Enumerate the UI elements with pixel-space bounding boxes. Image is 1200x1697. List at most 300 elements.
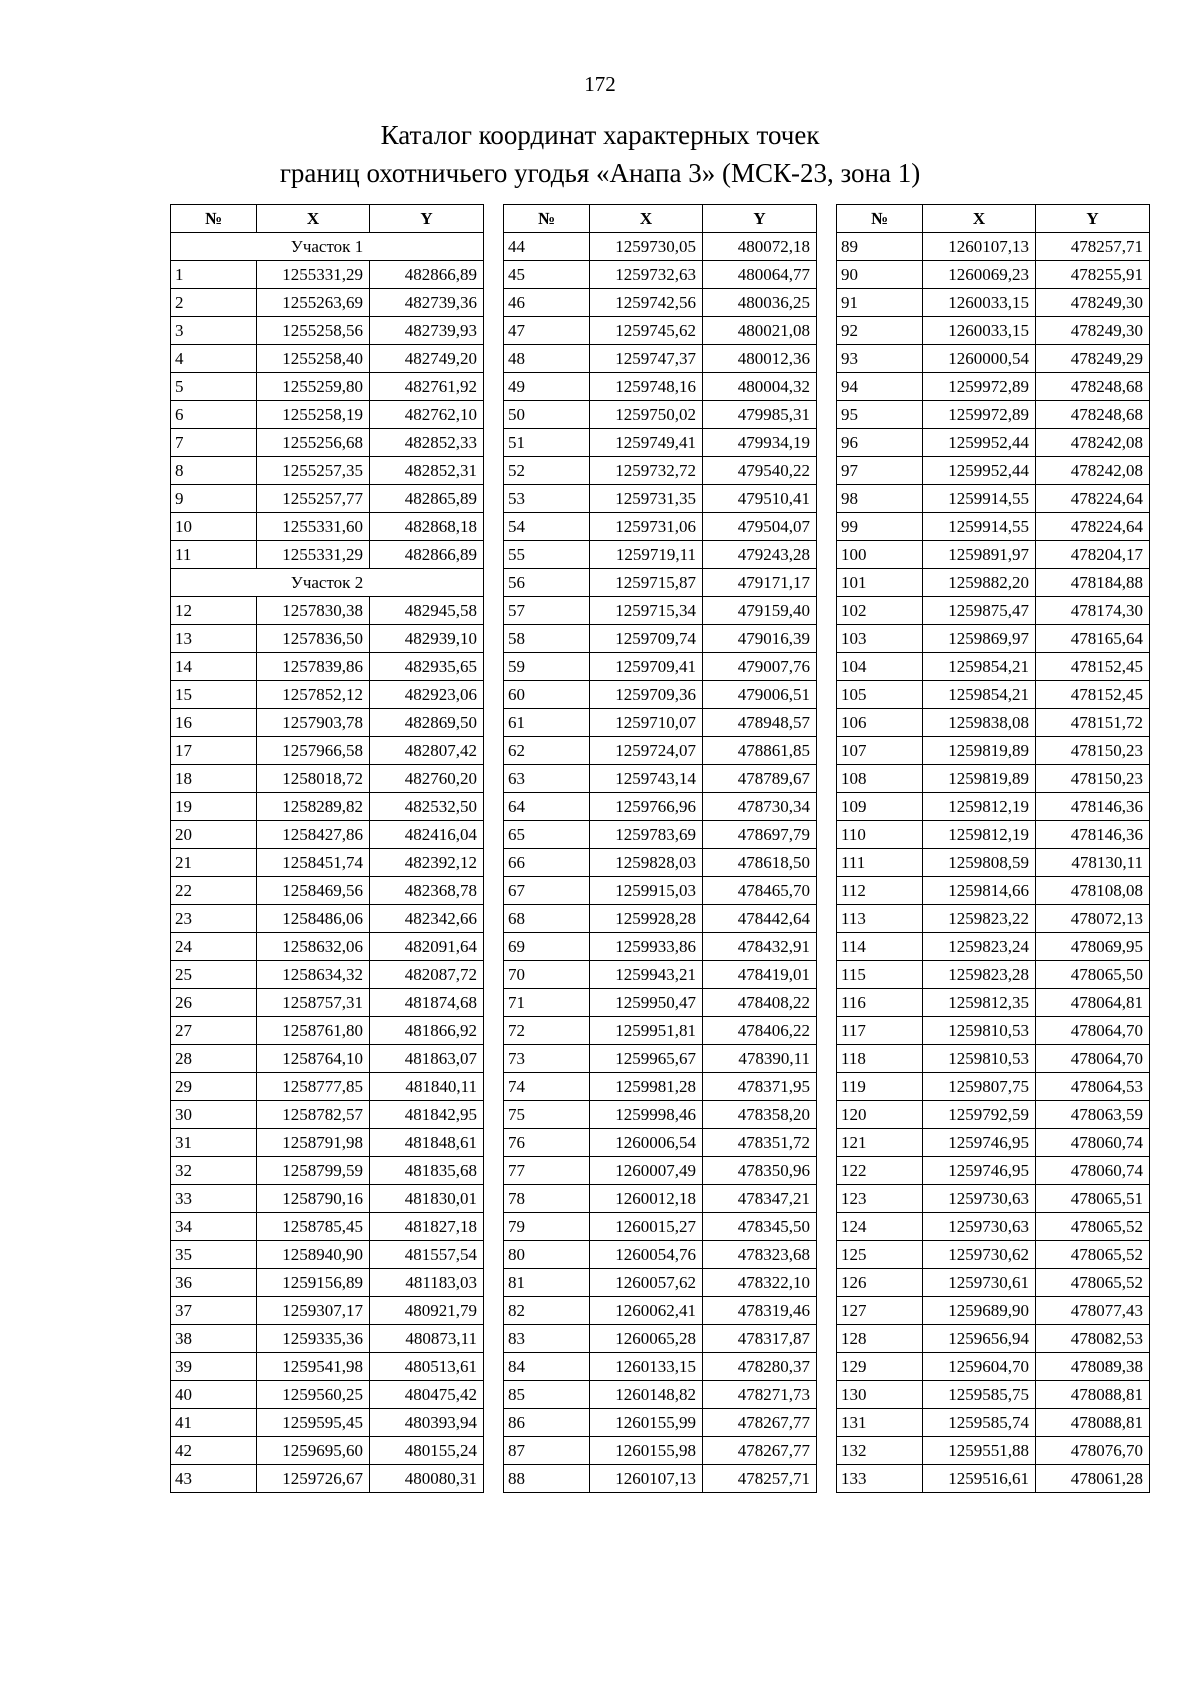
y-coordinate: 478358,20 — [703, 1101, 817, 1129]
y-coordinate: 478108,08 — [1036, 877, 1150, 905]
table-row — [837, 793, 1150, 821]
table-row — [171, 737, 484, 765]
table-row — [504, 1437, 817, 1465]
point-number: 71 — [504, 989, 590, 1017]
x-coordinate: 1258634,32 — [257, 961, 370, 989]
table-row — [504, 1409, 817, 1437]
table-row — [837, 1185, 1150, 1213]
point-number: 33 — [171, 1185, 257, 1213]
point-number: 129 — [837, 1353, 923, 1381]
y-coordinate: 480475,42 — [370, 1381, 484, 1409]
point-number: 87 — [504, 1437, 590, 1465]
x-coordinate: 1259854,21 — [923, 681, 1036, 709]
table-row — [504, 821, 817, 849]
y-coordinate: 482416,04 — [370, 821, 484, 849]
point-number: 80 — [504, 1241, 590, 1269]
point-number: 111 — [837, 849, 923, 877]
y-coordinate: 478146,36 — [1036, 821, 1150, 849]
table-row — [171, 849, 484, 877]
x-coordinate: 1259823,22 — [923, 905, 1036, 933]
point-number: 42 — [171, 1437, 257, 1465]
point-number: 113 — [837, 905, 923, 933]
point-number: 104 — [837, 653, 923, 681]
x-coordinate: 1255257,77 — [257, 485, 370, 513]
point-number: 84 — [504, 1353, 590, 1381]
table-row — [504, 1381, 817, 1409]
table-row — [504, 1129, 817, 1157]
table-row — [837, 1269, 1150, 1297]
x-coordinate: 1259914,55 — [923, 485, 1036, 513]
point-number: 15 — [171, 681, 257, 709]
x-coordinate: 1255258,40 — [257, 345, 370, 373]
point-number: 82 — [504, 1297, 590, 1325]
x-coordinate: 1259828,03 — [590, 849, 703, 877]
point-number: 91 — [837, 289, 923, 317]
table-row — [504, 1185, 817, 1213]
point-number: 66 — [504, 849, 590, 877]
point-number: 112 — [837, 877, 923, 905]
y-coordinate: 482945,58 — [370, 597, 484, 625]
x-coordinate: 1259823,24 — [923, 933, 1036, 961]
table-row — [837, 1465, 1150, 1493]
y-coordinate: 481830,01 — [370, 1185, 484, 1213]
x-coordinate: 1259730,62 — [923, 1241, 1036, 1269]
title-line-2: границ охотничьего угодья «Анапа 3» (МСК-23, зона 1) — [279, 158, 921, 188]
x-coordinate: 1259335,36 — [257, 1325, 370, 1353]
point-number: 60 — [504, 681, 590, 709]
table-row — [171, 625, 484, 653]
point-number: 94 — [837, 373, 923, 401]
x-coordinate: 1259812,19 — [923, 821, 1036, 849]
table-row — [171, 1101, 484, 1129]
table-row — [837, 1017, 1150, 1045]
x-coordinate: 1259819,89 — [923, 765, 1036, 793]
point-number: 124 — [837, 1213, 923, 1241]
x-coordinate: 1255331,29 — [257, 261, 370, 289]
point-number: 72 — [504, 1017, 590, 1045]
y-coordinate: 480021,08 — [703, 317, 817, 345]
y-coordinate: 478347,21 — [703, 1185, 817, 1213]
section-header-row — [171, 233, 484, 261]
y-coordinate: 482739,36 — [370, 289, 484, 317]
table-row — [504, 849, 817, 877]
point-number: 83 — [504, 1325, 590, 1353]
x-coordinate: 1259749,41 — [590, 429, 703, 457]
x-coordinate: 1260062,41 — [590, 1297, 703, 1325]
y-coordinate: 479985,31 — [703, 401, 817, 429]
y-coordinate: 478089,38 — [1036, 1353, 1150, 1381]
x-coordinate: 1260107,13 — [923, 233, 1036, 261]
table-row — [504, 1353, 817, 1381]
header-y: Y — [1036, 205, 1150, 233]
point-number: 52 — [504, 457, 590, 485]
y-coordinate: 478249,30 — [1036, 317, 1150, 345]
point-number: 5 — [171, 373, 257, 401]
point-number: 44 — [504, 233, 590, 261]
table-row — [504, 1297, 817, 1325]
table-row — [837, 1213, 1150, 1241]
section-label: Участок 2 — [171, 569, 484, 597]
y-coordinate: 478442,64 — [703, 905, 817, 933]
table-row — [504, 569, 817, 597]
y-coordinate: 481840,11 — [370, 1073, 484, 1101]
table-row — [171, 1157, 484, 1185]
y-coordinate: 478065,52 — [1036, 1213, 1150, 1241]
x-coordinate: 1259915,03 — [590, 877, 703, 905]
y-coordinate: 478150,23 — [1036, 737, 1150, 765]
table-row — [504, 905, 817, 933]
x-coordinate: 1259943,21 — [590, 961, 703, 989]
point-number: 120 — [837, 1101, 923, 1129]
point-number: 99 — [837, 513, 923, 541]
y-coordinate: 482866,89 — [370, 261, 484, 289]
y-coordinate: 482866,89 — [370, 541, 484, 569]
y-coordinate: 478174,30 — [1036, 597, 1150, 625]
x-coordinate: 1259952,44 — [923, 429, 1036, 457]
y-coordinate: 480921,79 — [370, 1297, 484, 1325]
point-number: 77 — [504, 1157, 590, 1185]
table-row — [504, 709, 817, 737]
table-row — [171, 1185, 484, 1213]
x-coordinate: 1260155,99 — [590, 1409, 703, 1437]
point-number: 41 — [171, 1409, 257, 1437]
table-row — [837, 373, 1150, 401]
table-row — [171, 1409, 484, 1437]
point-number: 55 — [504, 541, 590, 569]
y-coordinate: 481863,07 — [370, 1045, 484, 1073]
y-coordinate: 478406,22 — [703, 1017, 817, 1045]
point-number: 126 — [837, 1269, 923, 1297]
point-number: 20 — [171, 821, 257, 849]
table-row — [837, 709, 1150, 737]
point-number: 125 — [837, 1241, 923, 1269]
x-coordinate: 1255259,80 — [257, 373, 370, 401]
table-row — [504, 681, 817, 709]
point-number: 81 — [504, 1269, 590, 1297]
table-row — [171, 1241, 484, 1269]
table-row — [837, 961, 1150, 989]
y-coordinate: 481848,61 — [370, 1129, 484, 1157]
x-coordinate: 1260033,15 — [923, 289, 1036, 317]
table-row — [171, 289, 484, 317]
x-coordinate: 1259783,69 — [590, 821, 703, 849]
x-coordinate: 1259710,07 — [590, 709, 703, 737]
x-coordinate: 1258790,16 — [257, 1185, 370, 1213]
x-coordinate: 1260015,27 — [590, 1213, 703, 1241]
x-coordinate: 1259715,34 — [590, 597, 703, 625]
point-number: 106 — [837, 709, 923, 737]
x-coordinate: 1259732,72 — [590, 457, 703, 485]
table-row — [837, 1241, 1150, 1269]
point-number: 49 — [504, 373, 590, 401]
y-coordinate: 478152,45 — [1036, 681, 1150, 709]
point-number: 132 — [837, 1437, 923, 1465]
table-header-row — [837, 205, 1150, 233]
table-row — [504, 1017, 817, 1045]
table-row — [504, 737, 817, 765]
point-number: 89 — [837, 233, 923, 261]
page-number: 172 — [584, 72, 616, 96]
y-coordinate: 480012,36 — [703, 345, 817, 373]
y-coordinate: 478146,36 — [1036, 793, 1150, 821]
y-coordinate: 478319,46 — [703, 1297, 817, 1325]
x-coordinate: 1259604,70 — [923, 1353, 1036, 1381]
table-row — [171, 1073, 484, 1101]
point-number: 69 — [504, 933, 590, 961]
x-coordinate: 1258757,31 — [257, 989, 370, 1017]
table-row — [171, 681, 484, 709]
x-coordinate: 1259742,56 — [590, 289, 703, 317]
y-coordinate: 481183,03 — [370, 1269, 484, 1297]
x-coordinate: 1258018,72 — [257, 765, 370, 793]
y-coordinate: 478165,64 — [1036, 625, 1150, 653]
x-coordinate: 1259812,19 — [923, 793, 1036, 821]
point-number: 48 — [504, 345, 590, 373]
y-coordinate: 479171,17 — [703, 569, 817, 597]
y-coordinate: 482869,50 — [370, 709, 484, 737]
table-row — [171, 317, 484, 345]
point-number: 79 — [504, 1213, 590, 1241]
y-coordinate: 480155,24 — [370, 1437, 484, 1465]
x-coordinate: 1259933,86 — [590, 933, 703, 961]
point-number: 22 — [171, 877, 257, 905]
y-coordinate: 481827,18 — [370, 1213, 484, 1241]
table-row — [504, 765, 817, 793]
x-coordinate: 1257830,38 — [257, 597, 370, 625]
table-row — [504, 989, 817, 1017]
x-coordinate: 1260033,15 — [923, 317, 1036, 345]
point-number: 2 — [171, 289, 257, 317]
point-number: 123 — [837, 1185, 923, 1213]
point-number: 43 — [171, 1465, 257, 1493]
table-row — [504, 289, 817, 317]
y-coordinate: 478408,22 — [703, 989, 817, 1017]
point-number: 21 — [171, 849, 257, 877]
table-row — [171, 653, 484, 681]
point-number: 78 — [504, 1185, 590, 1213]
table-row — [171, 345, 484, 373]
y-coordinate: 478224,64 — [1036, 513, 1150, 541]
point-number: 10 — [171, 513, 257, 541]
section-header-row — [171, 569, 484, 597]
table-row — [171, 1045, 484, 1073]
x-coordinate: 1259732,63 — [590, 261, 703, 289]
x-coordinate: 1258486,06 — [257, 905, 370, 933]
table-row — [171, 1325, 484, 1353]
y-coordinate: 478242,08 — [1036, 457, 1150, 485]
table-row — [837, 1129, 1150, 1157]
table-row — [837, 457, 1150, 485]
y-coordinate: 482868,18 — [370, 513, 484, 541]
x-coordinate: 1260107,13 — [590, 1465, 703, 1493]
table-row — [837, 597, 1150, 625]
table-row — [171, 429, 484, 457]
point-number: 7 — [171, 429, 257, 457]
x-coordinate: 1259869,97 — [923, 625, 1036, 653]
point-number: 119 — [837, 1073, 923, 1101]
table-row — [171, 1269, 484, 1297]
x-coordinate: 1259965,67 — [590, 1045, 703, 1073]
point-number: 133 — [837, 1465, 923, 1493]
header-num: № — [504, 205, 590, 233]
y-coordinate: 482852,31 — [370, 457, 484, 485]
table-row — [171, 1465, 484, 1493]
x-coordinate: 1259551,88 — [923, 1437, 1036, 1465]
y-coordinate: 479243,28 — [703, 541, 817, 569]
y-coordinate: 480080,31 — [370, 1465, 484, 1493]
y-coordinate: 478065,52 — [1036, 1241, 1150, 1269]
point-number: 54 — [504, 513, 590, 541]
point-number: 57 — [504, 597, 590, 625]
x-coordinate: 1258940,90 — [257, 1241, 370, 1269]
header-x: X — [257, 205, 370, 233]
point-number: 116 — [837, 989, 923, 1017]
x-coordinate: 1259810,53 — [923, 1045, 1036, 1073]
x-coordinate: 1259951,81 — [590, 1017, 703, 1045]
x-coordinate: 1259891,97 — [923, 541, 1036, 569]
point-number: 114 — [837, 933, 923, 961]
point-number: 90 — [837, 261, 923, 289]
point-number: 8 — [171, 457, 257, 485]
table-row — [837, 625, 1150, 653]
y-coordinate: 482760,20 — [370, 765, 484, 793]
x-coordinate: 1258799,59 — [257, 1157, 370, 1185]
x-coordinate: 1259730,63 — [923, 1185, 1036, 1213]
x-coordinate: 1255256,68 — [257, 429, 370, 457]
y-coordinate: 478419,01 — [703, 961, 817, 989]
y-coordinate: 481835,68 — [370, 1157, 484, 1185]
point-number: 97 — [837, 457, 923, 485]
point-number: 100 — [837, 541, 923, 569]
point-number: 68 — [504, 905, 590, 933]
x-coordinate: 1259731,06 — [590, 513, 703, 541]
table-row — [837, 261, 1150, 289]
point-number: 28 — [171, 1045, 257, 1073]
table-row — [171, 1213, 484, 1241]
table-row — [171, 793, 484, 821]
point-number: 32 — [171, 1157, 257, 1185]
table-row — [171, 597, 484, 625]
y-coordinate: 479540,22 — [703, 457, 817, 485]
y-coordinate: 478130,11 — [1036, 849, 1150, 877]
table-row — [171, 1381, 484, 1409]
point-number: 127 — [837, 1297, 923, 1325]
point-number: 40 — [171, 1381, 257, 1409]
y-coordinate: 478088,81 — [1036, 1409, 1150, 1437]
y-coordinate: 482761,92 — [370, 373, 484, 401]
table-row — [504, 1157, 817, 1185]
x-coordinate: 1255263,69 — [257, 289, 370, 317]
coordinates-table-3 — [836, 204, 1150, 1493]
table-row — [504, 877, 817, 905]
point-number: 25 — [171, 961, 257, 989]
x-coordinate: 1259695,60 — [257, 1437, 370, 1465]
table-row — [504, 1213, 817, 1241]
table-row — [837, 1353, 1150, 1381]
point-number: 130 — [837, 1381, 923, 1409]
x-coordinate: 1259875,47 — [923, 597, 1036, 625]
point-number: 26 — [171, 989, 257, 1017]
point-number: 31 — [171, 1129, 257, 1157]
x-coordinate: 1255258,19 — [257, 401, 370, 429]
x-coordinate: 1260148,82 — [590, 1381, 703, 1409]
x-coordinate: 1259746,95 — [923, 1157, 1036, 1185]
x-coordinate: 1258632,06 — [257, 933, 370, 961]
table-row — [171, 765, 484, 793]
x-coordinate: 1260012,18 — [590, 1185, 703, 1213]
y-coordinate: 478257,71 — [703, 1465, 817, 1493]
y-coordinate: 478697,79 — [703, 821, 817, 849]
table-row — [171, 821, 484, 849]
table-row — [837, 289, 1150, 317]
y-coordinate: 480036,25 — [703, 289, 817, 317]
x-coordinate: 1259807,75 — [923, 1073, 1036, 1101]
point-number: 118 — [837, 1045, 923, 1073]
table-row — [504, 625, 817, 653]
point-number: 76 — [504, 1129, 590, 1157]
table-row — [504, 233, 817, 261]
table-row — [504, 1241, 817, 1269]
x-coordinate: 1258761,80 — [257, 1017, 370, 1045]
table-row — [504, 317, 817, 345]
y-coordinate: 478060,74 — [1036, 1157, 1150, 1185]
y-coordinate: 482852,33 — [370, 429, 484, 457]
x-coordinate: 1259743,14 — [590, 765, 703, 793]
table-row — [837, 1325, 1150, 1353]
table-row — [504, 1325, 817, 1353]
y-coordinate: 478076,70 — [1036, 1437, 1150, 1465]
table-row — [837, 1409, 1150, 1437]
y-coordinate: 478323,68 — [703, 1241, 817, 1269]
table-row — [171, 933, 484, 961]
x-coordinate: 1259156,89 — [257, 1269, 370, 1297]
x-coordinate: 1259747,37 — [590, 345, 703, 373]
x-coordinate: 1260006,54 — [590, 1129, 703, 1157]
x-coordinate: 1258469,56 — [257, 877, 370, 905]
x-coordinate: 1260069,23 — [923, 261, 1036, 289]
point-number: 36 — [171, 1269, 257, 1297]
y-coordinate: 480873,11 — [370, 1325, 484, 1353]
y-coordinate: 479510,41 — [703, 485, 817, 513]
title-line-1: Каталог координат характерных точек — [380, 120, 820, 150]
y-coordinate: 478248,68 — [1036, 401, 1150, 429]
point-number: 61 — [504, 709, 590, 737]
y-coordinate: 479159,40 — [703, 597, 817, 625]
table-row — [837, 989, 1150, 1017]
table-row — [504, 1269, 817, 1297]
table-row — [837, 877, 1150, 905]
x-coordinate: 1259952,44 — [923, 457, 1036, 485]
x-coordinate: 1259746,95 — [923, 1129, 1036, 1157]
point-number: 131 — [837, 1409, 923, 1437]
x-coordinate: 1259810,53 — [923, 1017, 1036, 1045]
x-coordinate: 1259726,67 — [257, 1465, 370, 1493]
x-coordinate: 1259541,98 — [257, 1353, 370, 1381]
y-coordinate: 482749,20 — [370, 345, 484, 373]
y-coordinate: 479007,76 — [703, 653, 817, 681]
y-coordinate: 478249,29 — [1036, 345, 1150, 373]
x-coordinate: 1260133,15 — [590, 1353, 703, 1381]
y-coordinate: 478065,52 — [1036, 1269, 1150, 1297]
coordinates-table-1 — [170, 204, 484, 1493]
y-coordinate: 482935,65 — [370, 653, 484, 681]
table-row — [504, 401, 817, 429]
y-coordinate: 478267,77 — [703, 1409, 817, 1437]
point-number: 115 — [837, 961, 923, 989]
point-number: 102 — [837, 597, 923, 625]
x-coordinate: 1257852,12 — [257, 681, 370, 709]
point-number: 63 — [504, 765, 590, 793]
